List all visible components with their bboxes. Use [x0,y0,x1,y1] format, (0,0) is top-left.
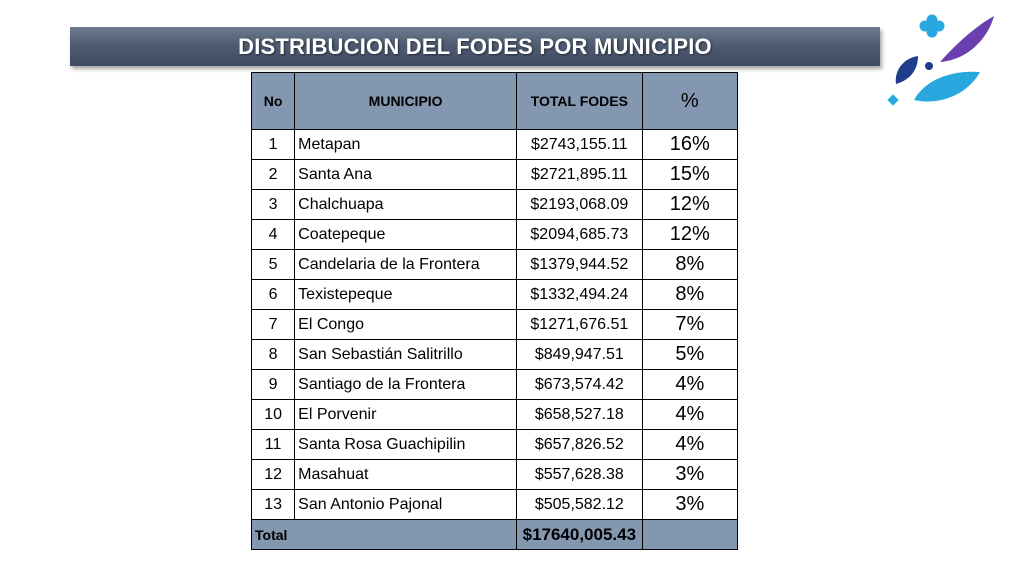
cell-total: $658,527.18 [517,400,643,430]
cell-pct: 8% [642,250,737,280]
cell-total: $657,826.52 [517,430,643,460]
cell-no: 9 [252,370,295,400]
purple-leaf-icon [940,16,994,62]
table-footer-row [252,520,738,550]
cell-municipio: Masahuat [295,460,517,490]
flower-icon [920,15,945,38]
cell-municipio: Santa Rosa Guachipilin [295,430,517,460]
cell-total: $557,628.38 [517,460,643,490]
cell-pct: 3% [642,460,737,490]
cell-municipio: Chalchuapa [295,190,517,220]
cell-pct: 7% [642,310,737,340]
cell-pct: 8% [642,280,737,310]
title-bar [70,27,880,66]
cell-total: $1379,944.52 [517,250,643,280]
cell-total: $505,582.12 [517,490,643,520]
cell-no: 1 [252,130,295,160]
cell-pct: 4% [642,430,737,460]
cell-no: 8 [252,340,295,370]
cell-pct: 12% [642,190,737,220]
cell-municipio: Santa Ana [295,160,517,190]
cell-no: 11 [252,430,295,460]
cell-municipio: El Congo [295,310,517,340]
table-row [252,430,738,460]
table-row [252,490,738,520]
cell-no: 3 [252,190,295,220]
header-total: TOTAL FODES [517,73,643,130]
dot-icon [925,62,933,70]
cell-pct: 15% [642,160,737,190]
cell-total: $2721,895.11 [517,160,643,190]
cell-municipio: Texistepeque [295,280,517,310]
header-pct: % [642,73,737,130]
cell-total: $2743,155.11 [517,130,643,160]
cell-municipio: Candelaria de la Frontera [295,250,517,280]
table-row [252,220,738,250]
header-municipio: MUNICIPIO [295,73,517,130]
cell-total: $673,574.42 [517,370,643,400]
table-row [252,340,738,370]
cell-total: $849,947.51 [517,340,643,370]
footer-pct [642,520,737,550]
footer-total: $17640,005.43 [517,520,643,550]
cell-no: 13 [252,490,295,520]
cell-total: $2193,068.09 [517,190,643,220]
cell-no: 6 [252,280,295,310]
table-row [252,130,738,160]
table-row [252,460,738,490]
cell-total: $1271,676.51 [517,310,643,340]
table-row [252,400,738,430]
cell-pct: 3% [642,490,737,520]
cell-no: 5 [252,250,295,280]
cell-pct: 16% [642,130,737,160]
logo-icon [884,12,1004,112]
cell-municipio: El Porvenir [295,400,517,430]
table-header-row [252,73,738,130]
navy-leaf-icon [896,56,918,84]
blue-leaf-icon [914,72,980,102]
cell-pct: 4% [642,400,737,430]
cell-no: 7 [252,310,295,340]
cell-total: $2094,685.73 [517,220,643,250]
cell-no: 4 [252,220,295,250]
cell-no: 10 [252,400,295,430]
cell-pct: 12% [642,220,737,250]
header-no: No [252,73,295,130]
cell-municipio: Coatepeque [295,220,517,250]
cell-pct: 5% [642,340,737,370]
diamond-icon [887,94,898,105]
table-row [252,370,738,400]
cell-total: $1332,494.24 [517,280,643,310]
footer-label: Total [252,520,517,550]
cell-municipio: Santiago de la Frontera [295,370,517,400]
page-title: DISTRIBUCION DEL FODES POR MUNICIPIO [238,33,712,59]
fodes-table [251,72,738,550]
cell-no: 2 [252,160,295,190]
table-row [252,310,738,340]
table-row [252,280,738,310]
table-row [252,190,738,220]
table-row [252,250,738,280]
table-row [252,160,738,190]
cell-pct: 4% [642,370,737,400]
cell-municipio: San Sebastián Salitrillo [295,340,517,370]
cell-no: 12 [252,460,295,490]
cell-municipio: Metapan [295,130,517,160]
cell-municipio: San Antonio Pajonal [295,490,517,520]
